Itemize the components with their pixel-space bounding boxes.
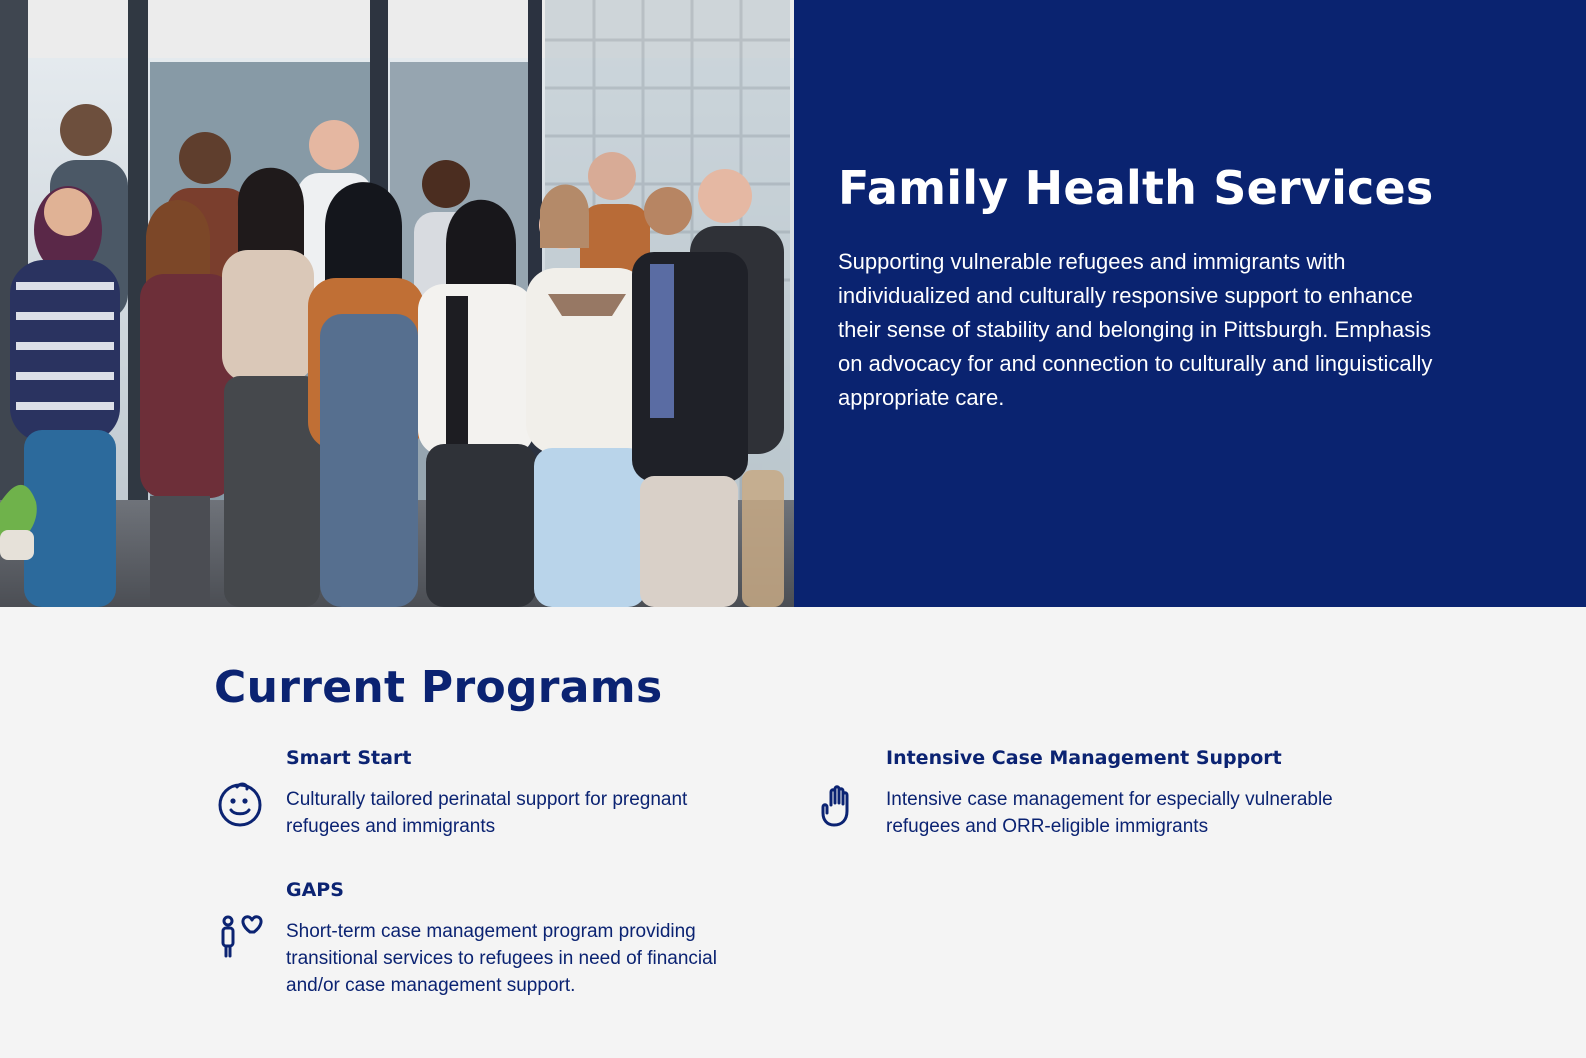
current-programs-section bbox=[0, 607, 1586, 1058]
team-photo-illustration bbox=[0, 0, 794, 607]
program-smart-start-title: Smart Start bbox=[286, 747, 412, 769]
program-intensive-case-management-title: Intensive Case Management Support bbox=[886, 747, 1282, 769]
hero-description: Supporting vulnerable refugees and immigrants with individualized and culturally responsive support to enhance their sense of stability and belonging in Pittsburgh. Emphasis on advocacy for and connection to culturally and linguistically appropriate care. bbox=[838, 249, 1433, 410]
person-heart-icon bbox=[214, 909, 266, 961]
hero-title: Family Health Services bbox=[838, 161, 1434, 215]
program-smart-start-description: Culturally tailored perinatal support for pregnant refugees and immigrants bbox=[286, 789, 688, 837]
hero-panel bbox=[794, 0, 1586, 607]
current-programs-title: Current Programs bbox=[214, 662, 663, 713]
smile-icon bbox=[214, 779, 266, 831]
program-gaps-title: GAPS bbox=[286, 879, 344, 901]
program-gaps-description: Short-term case management program providing transitional services to refugees in need of financial and/or case management support. bbox=[286, 921, 717, 996]
hand-icon bbox=[814, 780, 866, 832]
program-intensive-case-management-description: Intensive case management for especially vulnerable refugees and ORR-eligible immigrants bbox=[886, 789, 1333, 837]
team-photo bbox=[0, 0, 794, 607]
